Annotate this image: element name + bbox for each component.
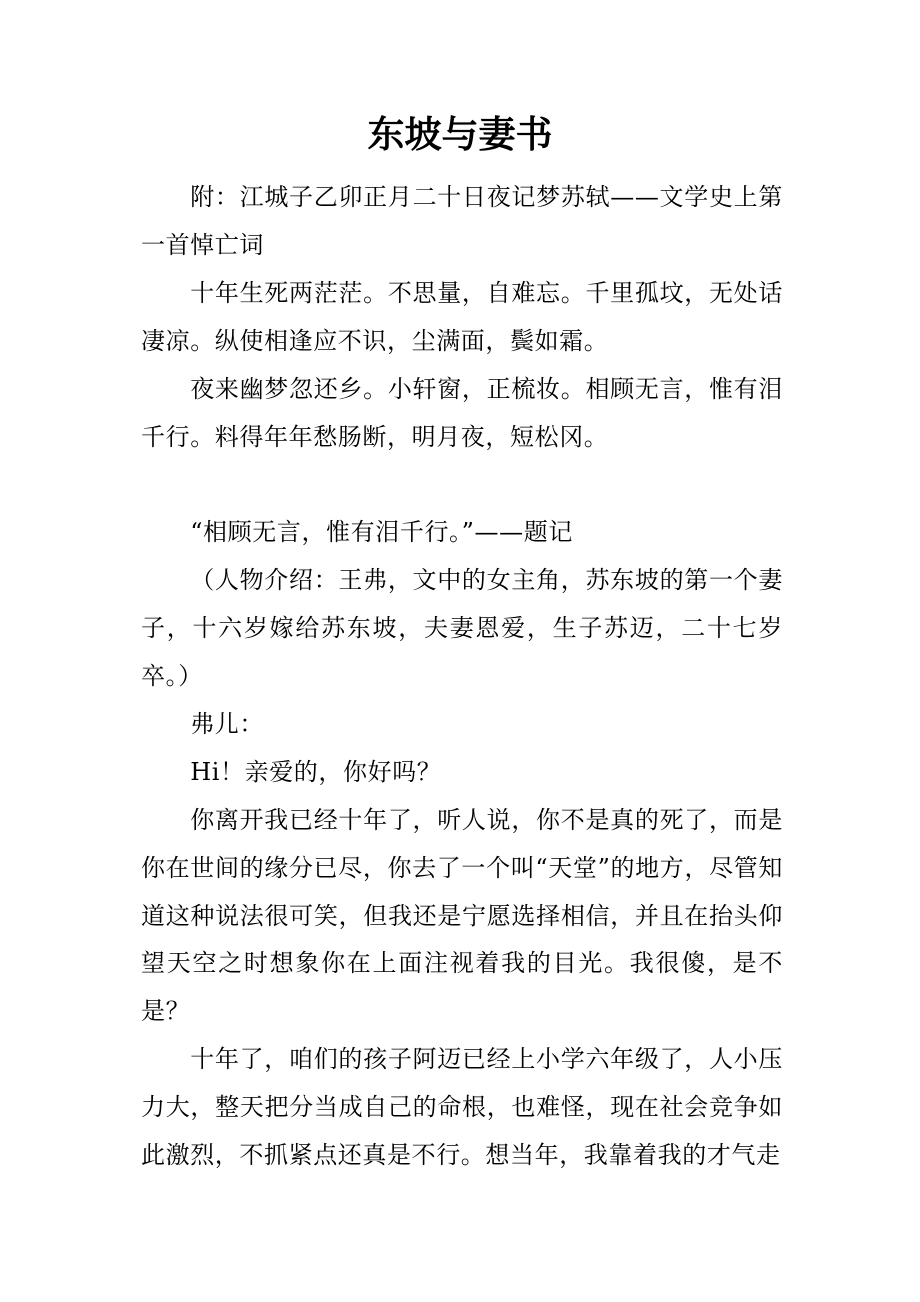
character-intro: （人物介绍：王弗，文中的女主角，苏东坡的第一个妻子，十六岁嫁给苏东坡，夫妻恩爱，生子苏迈，二十七岁卒。）	[141, 566, 783, 691]
greeting: Hi！亲爱的，你好吗？	[190, 757, 442, 786]
poem-stanza-1: 十年生死两茫茫。不思量，自难忘。千里孤坟，无处话凄凉。纵使相逢应不识，尘满面，鬓如霜。	[141, 278, 783, 355]
document-title: 东坡与妻书	[367, 113, 553, 156]
epigraph: “相顾无言，惟有泪千行。”——题记	[190, 518, 573, 547]
letter-paragraph: 十年了，咱们的孩子阿迈已经上小学六年级了，人小压力大，整天把分当成自己的命根，也难怪，现在社会竞争如此激烈，不抓紧点还真是不行。想当年，我靠着我的才气走	[141, 1045, 783, 1170]
poem-stanza-2: 夜来幽梦忽还乡。小轩窗，正梳妆。相顾无言，惟有泪千行。料得年年愁肠断，明月夜，短松冈。	[141, 374, 783, 451]
document-body	[141, 174, 783, 1180]
salutation: 弗儿：	[190, 709, 264, 738]
appendix-heading: 附：江城子乙卯正月二十日夜记梦苏轼——文学史上第一首悼亡词	[141, 183, 783, 259]
blank-line	[141, 461, 783, 509]
letter-paragraph: 你离开我已经十年了，听人说，你不是真的死了，而是你在世间的缘分已尽，你去了一个叫“天堂”的地方，尽管知道这种说法很可笑，但我还是宁愿选择相信，并且在抬头仰望天空之时想象你在上面注视着我的目光。我很傻，是不是？	[141, 805, 783, 1026]
